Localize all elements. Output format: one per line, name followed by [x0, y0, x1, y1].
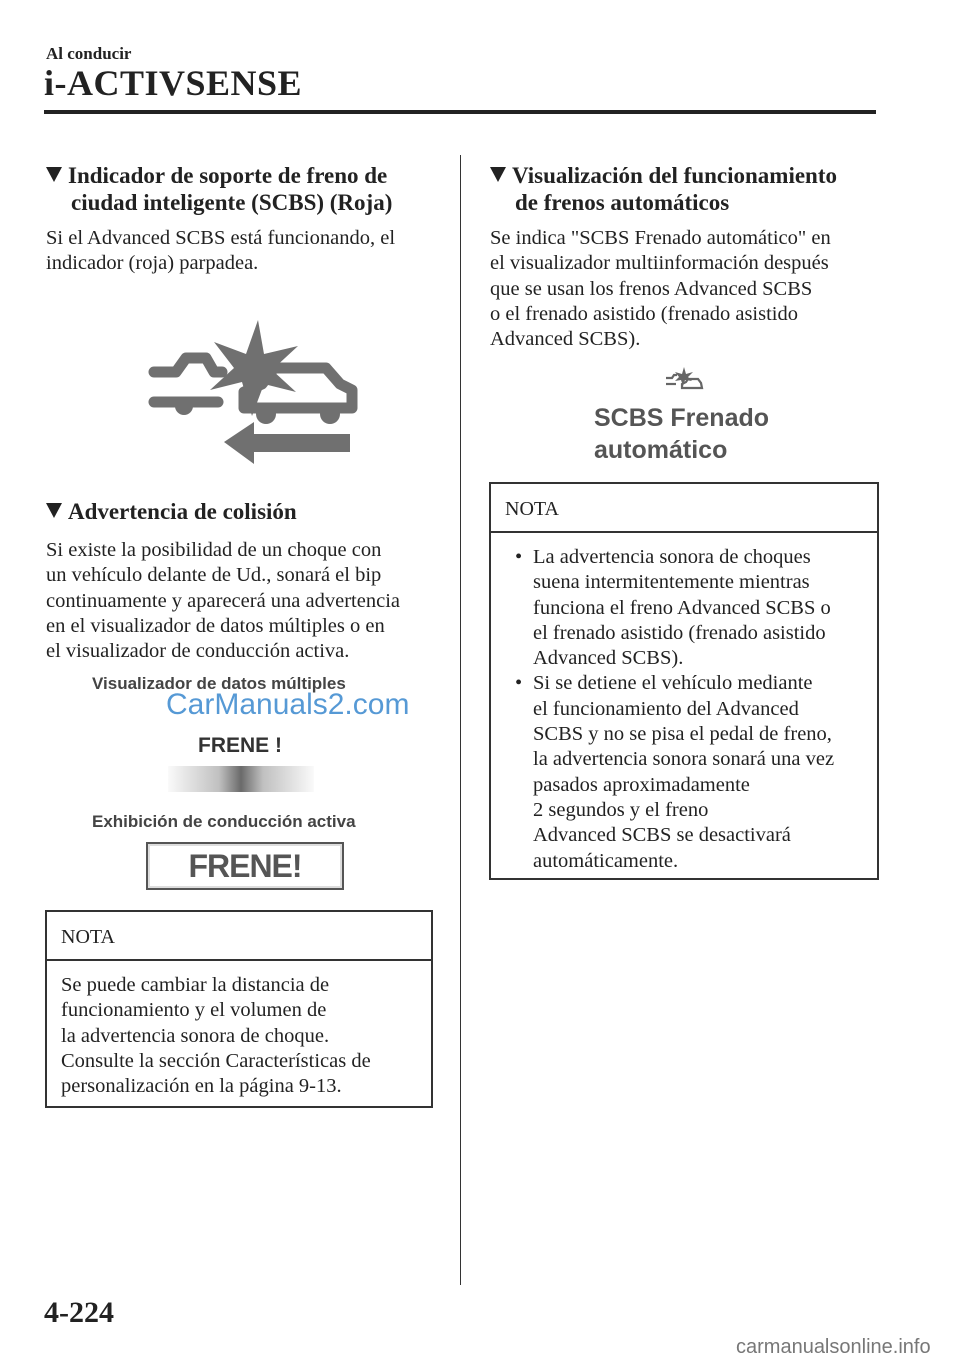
bullet-dot: •	[515, 546, 523, 568]
body-line: un vehículo delante de Ud., sonará el bip	[46, 564, 382, 587]
multi-display-label: Visualizador de datos múltiples	[92, 674, 346, 693]
section-title: i-ACTIVSENSE	[44, 63, 303, 103]
triangle-bullet-icon	[46, 503, 62, 518]
bullet-dot: •	[515, 672, 523, 695]
note-line: suena intermitentemente mientras	[533, 571, 810, 594]
scbs-indicator-body	[46, 226, 456, 277]
heading-line: ciudad inteligente (SCBS) (Roja)	[71, 190, 393, 215]
heading-scbs-indicator	[46, 162, 456, 216]
display-line: automático	[594, 436, 728, 464]
note-bullet	[509, 671, 863, 873]
body-line: que se usan los frenos Advanced SCBS	[490, 277, 813, 300]
collision-warning-body	[46, 538, 456, 664]
note-line: pasados aproximadamente	[533, 773, 750, 796]
note-heading: NOTA	[47, 912, 431, 961]
scbs-warning-icon	[148, 318, 360, 468]
note-line: automáticamente.	[533, 849, 679, 872]
scbs-small-icon	[664, 366, 704, 392]
multi-display-warning: FRENE !	[198, 734, 282, 757]
body-line: Se indica "SCBS Frenado automático" en	[490, 227, 831, 249]
body-line: Si existe la posibilidad de un choque con	[46, 539, 382, 561]
note-box-left	[45, 910, 433, 1108]
heading-line: Advertencia de colisión	[68, 499, 297, 524]
note-line: personalización en la página 9-13.	[61, 1075, 342, 1098]
active-display-label: Exhibición de conducción activa	[92, 812, 356, 831]
body-line: indicador (roja) parpadea.	[46, 252, 259, 275]
note-bullet	[509, 545, 863, 671]
display-line: SCBS Frenado	[594, 404, 770, 432]
footer-watermark: carmanualsonline.info	[736, 1336, 931, 1358]
heading-line: Indicador de soporte de freno de	[68, 163, 388, 188]
triangle-bullet-icon	[490, 167, 506, 182]
column-divider	[460, 155, 461, 1285]
page-number: 4-224	[44, 1296, 114, 1329]
note-line: Se puede cambiar la distancia de	[61, 974, 330, 996]
note-line: el funcionamiento del Advanced	[533, 697, 799, 720]
note-line: SCBS y no se pisa el pedal de freno,	[533, 723, 832, 746]
note-line: la advertencia sonora de choque.	[61, 1024, 330, 1047]
header-rule	[44, 110, 876, 114]
body-line: en el visualizador de datos múltiples o en	[46, 614, 385, 637]
note-line: Advanced SCBS se desactivará	[533, 824, 791, 847]
auto-brake-body	[490, 226, 880, 352]
body-line: el visualizador multiinformación después	[490, 252, 829, 275]
body-line: o el frenado asistido (frenado asistido	[490, 302, 798, 325]
heading-line: Visualización del funcionamiento	[512, 163, 837, 188]
warning-gradient-bar	[168, 766, 314, 792]
note-line: el frenado asistido (frenado asistido	[533, 621, 826, 644]
heading-auto-brake-display	[490, 162, 880, 216]
body-line: Si el Advanced SCBS está funcionando, el	[46, 227, 396, 249]
active-display-warning-box	[146, 842, 344, 890]
body-line: el visualizador de conducción activa.	[46, 640, 350, 663]
watermark-text: CarManuals2.com	[166, 688, 410, 721]
note-box-right	[489, 482, 879, 880]
heading-line: de frenos automáticos	[515, 190, 730, 215]
note-line: la advertencia sonora sonará una vez	[533, 748, 835, 771]
note-body	[491, 533, 877, 890]
note-line: Consulte la sección Características de	[61, 1049, 371, 1072]
note-line: funcionamiento y el volumen de	[61, 999, 327, 1022]
triangle-bullet-icon	[46, 167, 62, 182]
note-line: 2 segundos y el freno	[533, 798, 709, 821]
body-line: continuamente y aparecerá una advertencia	[46, 589, 400, 612]
note-body	[47, 961, 431, 1115]
note-line: La advertencia sonora de choques	[533, 546, 811, 568]
body-line: Advanced SCBS).	[490, 328, 641, 351]
heading-collision-warning	[46, 498, 456, 525]
note-line: Si se detiene el vehículo mediante	[533, 672, 813, 695]
active-display-warning: FRENE!	[188, 847, 302, 884]
note-line: funciona el freno Advanced SCBS o	[533, 596, 831, 619]
auto-brake-display-text	[594, 402, 769, 466]
chapter-label: Al conducir	[46, 44, 132, 63]
note-line: Advanced SCBS).	[533, 647, 684, 670]
note-heading: NOTA	[491, 484, 877, 533]
